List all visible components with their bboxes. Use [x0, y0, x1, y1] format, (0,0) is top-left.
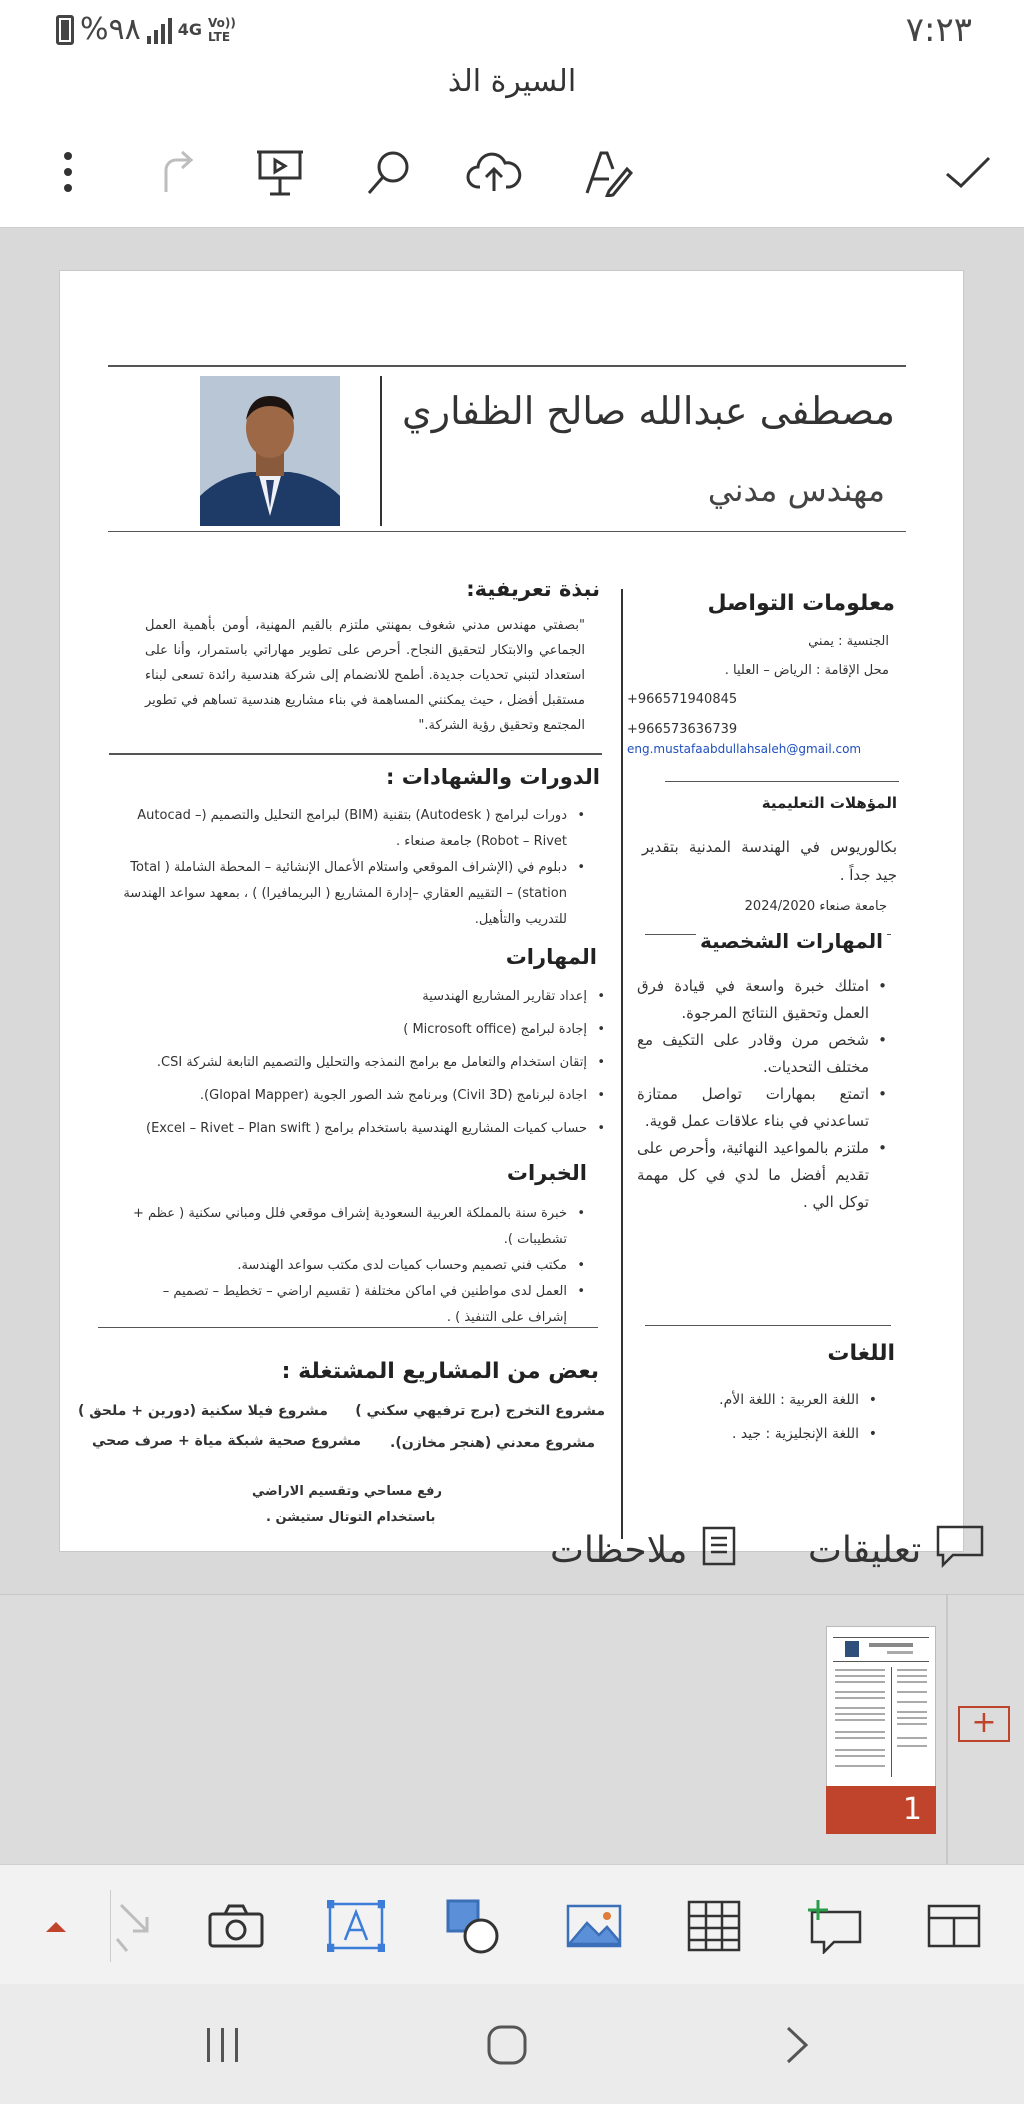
- pen-icon[interactable]: [576, 140, 640, 204]
- list-item: • اللغة الإنجليزية : جيد .: [657, 1417, 877, 1451]
- top-app-bar: [0, 0, 1024, 228]
- list-item: • شخص مرن وقادر على التكيف مع مختلف التحديات.: [637, 1027, 887, 1081]
- project-villa: مشروع فيلا سكنية (دورين + ملحق ): [78, 1403, 328, 1419]
- rule-languages: [645, 1325, 891, 1326]
- comments-label: تعليقات: [808, 1529, 922, 1571]
- list-item: • امتلك خبرة واسعة في قيادة فرق العمل وتحقيق النتائج المرجوة.: [637, 973, 887, 1027]
- education-heading: المؤهلات التعليمية: [761, 794, 897, 812]
- search-icon[interactable]: [356, 140, 420, 204]
- new-comment-icon[interactable]: [804, 1896, 864, 1956]
- project-sanitary: مشروع صحية شبكة مياة + صرف صحي: [92, 1433, 361, 1449]
- list-item: • ملتزم بالمواعيد النهائية، وأحرص على تقديم أفضل ما لدي في كل مهمة توكل الي .: [637, 1135, 887, 1216]
- project-steel: مشروع معدني (هنجر مخازن).: [390, 1435, 595, 1451]
- list-item: • إتقان استخدام والتعامل مع برامج النمذجه والتحليل والتصميم التابعة لشركة CSI.: [95, 1046, 605, 1079]
- list-item: • إجادة لبرامج (Microsoft office ): [95, 1013, 605, 1046]
- recent-apps-icon[interactable]: [198, 2020, 248, 2070]
- project-graduation: مشروع التخرج (برج ترفيهي سكني ): [355, 1403, 605, 1419]
- shapes-icon[interactable]: [444, 1896, 504, 1956]
- languages-list: [657, 1383, 877, 1451]
- university: جامعة صنعاء 2024/2020: [744, 899, 887, 914]
- redo-icon[interactable]: [142, 140, 206, 204]
- languages-heading: اللغات: [827, 1341, 895, 1366]
- rule-education: [665, 781, 899, 782]
- network-type: 4G: [177, 19, 203, 39]
- notes-icon: [701, 1525, 737, 1576]
- slide-canvas[interactable]: [59, 270, 964, 1552]
- list-item: • دورات لبرامج ( Autodesk) بتقنية (BIM) لبرامج التحليل والتصميم (Autocad – Robot – Rivet) جامعة صنعاء .: [110, 803, 585, 855]
- list-item: • مكتب فني تصميم وحساب كميات لدى مكتب سواعد الهندسة.: [125, 1253, 585, 1279]
- header-divider: [380, 376, 382, 526]
- personal-skills-list: [637, 973, 887, 1216]
- experience-heading: الخبرات: [506, 1161, 587, 1185]
- clock: ٧:٢٣: [905, 10, 972, 50]
- panel-divider: [946, 1594, 948, 1864]
- list-item: • اجادة لبرنامج (Civil 3D) وبرنامج شد الصور الجوية (Glopal Mapper).: [95, 1079, 605, 1112]
- email-link[interactable]: eng.mustafaabdullahsaleh@gmail.com: [627, 742, 862, 756]
- text-box-icon[interactable]: [326, 1896, 386, 1956]
- back-icon[interactable]: [772, 2020, 822, 2070]
- battery-icon: [56, 15, 74, 45]
- about-heading: نبذة تعريفية:: [466, 577, 600, 601]
- layout-icon[interactable]: [924, 1896, 984, 1956]
- experience-list: [125, 1201, 585, 1331]
- list-item: • حساب كميات المشاريع الهندسية باستخدام برامج ( Excel – Rivet – Plan swift): [95, 1112, 605, 1145]
- list-item: • اللغة العربية : اللغة الأم.: [657, 1383, 877, 1417]
- list-item: • دبلوم في (الإشراف الموقعي واستلام الأعمال الإنشائية – المحطة الشاملة ( Total station) – التقييم العقاري –إدارة المشاريع ( البريمافيرا) ) ، بمعهد سواعد الهندسة للتدريب والتأهيل.: [110, 855, 585, 933]
- image-icon[interactable]: [564, 1896, 624, 1956]
- project-survey: رفع مساحي وتقسيم الاراضي: [252, 1484, 442, 1499]
- document-title[interactable]: السيرة الذ: [447, 64, 577, 99]
- camera-icon[interactable]: [206, 1896, 266, 1956]
- courses-heading: الدورات والشهادات :: [385, 765, 600, 789]
- candidate-job-title: مهندس مدني: [707, 471, 885, 509]
- personal-skills-heading: المهارات الشخصية: [696, 929, 887, 953]
- contact-heading: معلومات التواصل: [707, 591, 895, 616]
- status-bar: [0, 0, 1024, 58]
- project-total-station: باستخدام التوتال ستيشن .: [266, 1510, 436, 1525]
- battery-level: %٩٨: [80, 12, 141, 47]
- table-icon[interactable]: [684, 1896, 744, 1956]
- header-top-rule: [108, 365, 906, 367]
- projects-heading: بعض من المشاريع المشتغلة :: [281, 1359, 599, 1384]
- column-divider: [621, 589, 623, 1539]
- comment-icon: [935, 1524, 985, 1577]
- status-left: [56, 12, 238, 47]
- courses-list: [110, 803, 585, 933]
- signal-icon: [147, 16, 172, 44]
- list-item: • إعداد تقارير المشاريع الهندسية: [95, 980, 605, 1013]
- more-vert-icon[interactable]: [36, 140, 100, 204]
- notes-label: ملاحظات: [550, 1529, 688, 1571]
- list-item: • اتمتع بمهارات تواصل ممتازة تساعدني في بناء علاقات عمل قوية.: [637, 1081, 887, 1135]
- residence: محل الإقامة : الرياض – العليا .: [724, 663, 889, 678]
- phone-2[interactable]: +966573636739: [627, 722, 738, 737]
- list-item: • العمل لدى مواطنين في اماكن مختلفة ( تقسيم اراضي – تخطيط – تصميم – إشراف على التنفيذ ) .: [125, 1279, 585, 1331]
- about-text: "بصفتي مهندس مدني شغوف بمهنتي ملتزم بالقيم المهنية، أومن بأهمية العمل الجماعي والابتكار لتحقيق النجاح. أحرص على تطوير مهاراتي باستمرار، وأنا على استعداد لتبني تحديات جديدة. أطمح للانضمام إلى شركة هندسية رائدة تسعى لبناء مستقبل أفضل ، حيث يمكنني المساهمة في بناء مشاريع هندسية تساهم في تطوير المجتمع وتحقيق رؤية الشركة.": [145, 618, 585, 733]
- slideshow-icon[interactable]: [248, 140, 312, 204]
- header-bottom-rule: [108, 531, 906, 532]
- rule-courses: [109, 753, 602, 755]
- skills-heading: المهارات: [505, 945, 597, 969]
- cloud-upload-icon[interactable]: [462, 140, 526, 204]
- phone-1[interactable]: +966571940845: [627, 692, 738, 707]
- candidate-name: مصطفى عبدالله صالح الظفاري: [402, 389, 895, 433]
- connector-icon[interactable]: [102, 1896, 162, 1956]
- list-item: • خبرة سنة بالمملكة العربية السعودية إشراف موقعي فلل ومباني سكنية ( عظم + تشطيبات ).: [125, 1201, 585, 1253]
- check-icon[interactable]: [936, 140, 1000, 204]
- rule-projects: [98, 1327, 598, 1328]
- skills-list: [95, 980, 605, 1145]
- slide-number[interactable]: 1: [826, 1786, 936, 1834]
- nationality: الجنسية : يمني: [808, 634, 889, 649]
- volte-label: Vo)) LTE: [208, 15, 236, 44]
- add-slide-button[interactable]: +: [958, 1706, 1010, 1742]
- notes-button[interactable]: [550, 1525, 737, 1575]
- home-icon[interactable]: [482, 2020, 532, 2070]
- comments-button[interactable]: [808, 1525, 985, 1575]
- collapse-up-icon[interactable]: [26, 1896, 86, 1956]
- degree: بكالوريوس في الهندسة المدنية بتقدير جيد جداً .: [642, 838, 897, 884]
- profile-photo: [200, 376, 340, 526]
